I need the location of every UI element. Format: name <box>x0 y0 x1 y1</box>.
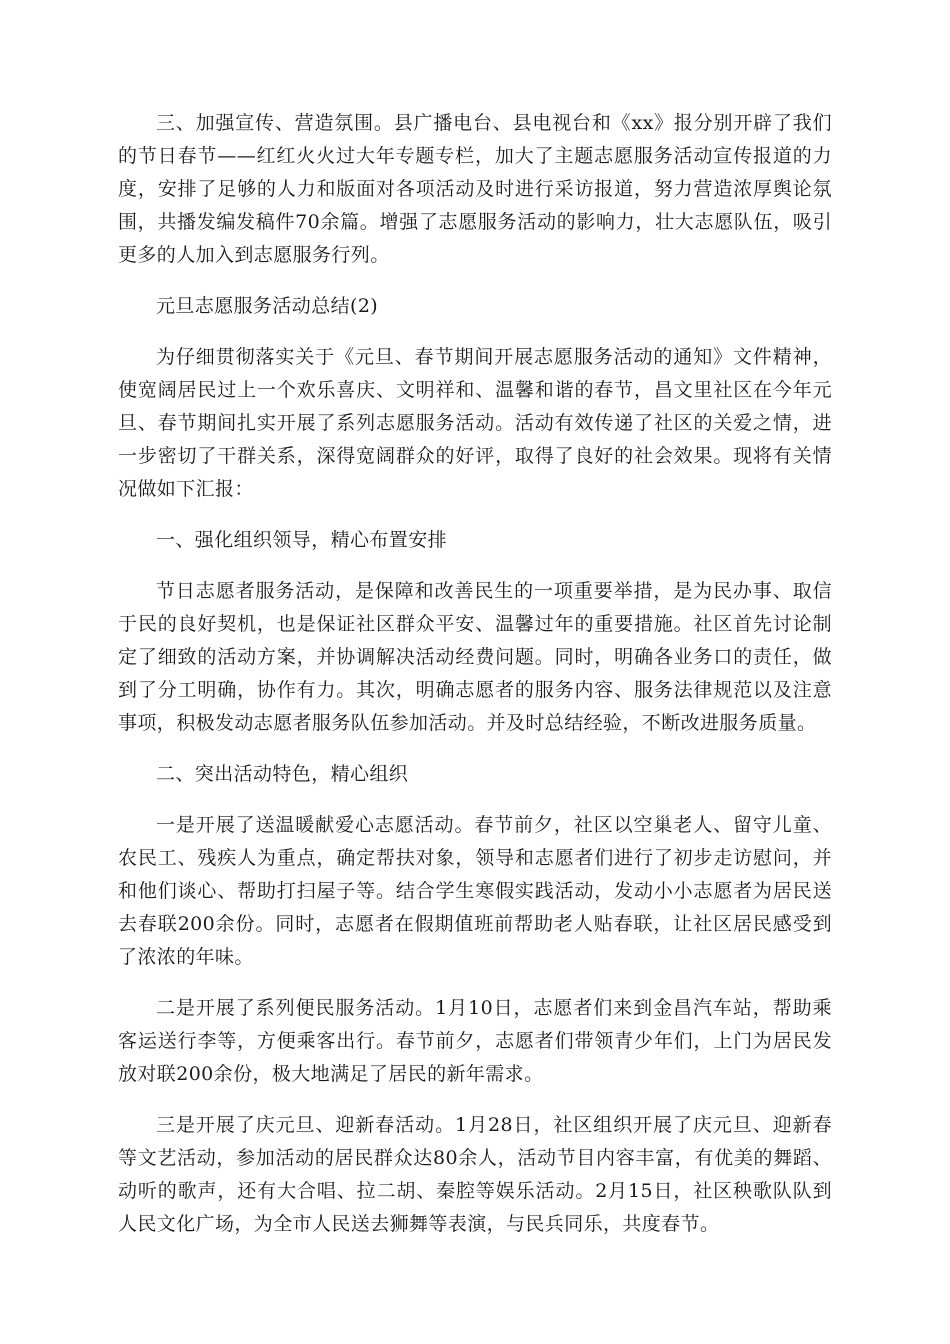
section-heading-2: 二、突出活动特色，精心组织 <box>156 763 409 785</box>
paragraph-publicity: 三、加强宣传、营造氛围。县广播电台、县电视台和《xx》报分别开辟了我们的节日春节——红红火火过大年专题专栏，加大了主题志愿服务活动宣传报道的力度，安排了足够的人力和版面对各项活动及时进行采访报道，努力营造浓厚舆论氛围，共播发编发稿件70余篇。增强了志愿服务活动的影响力，壮大志愿队伍，吸引更多的人加入到志愿服务行列。 <box>118 112 832 266</box>
document-page <box>118 107 832 1259</box>
paragraph-convenience-service: 二是开展了系列便民服务活动。1月10日，志愿者们来到金昌汽车站，帮助乘客运送行李等，方便乘客出行。春节前夕，志愿者们带领青少年们，上门为居民发放对联200余份，极大地满足了居民的新年需求。 <box>118 997 832 1085</box>
paragraph-celebration: 三是开展了庆元旦、迎新春活动。1月28日，社区组织开展了庆元旦、迎新春等文艺活动，参加活动的居民群众达80余人，活动节目内容丰富，有优美的舞蹈、动听的歌声，还有大合唱、拉二胡、秦腔等娱乐活动。2月15日，社区秧歌队队到人民文化广场，为全市人民送去狮舞等表演，与民兵同乐，共度春节。 <box>118 1114 832 1235</box>
section-title: 元旦志愿服务活动总结(2) <box>156 295 379 317</box>
paragraph-warmth-activity: 一是开展了送温暖献爱心志愿活动。春节前夕，社区以空巢老人、留守儿童、农民工、残疾人为重点，确定帮扶对象，领导和志愿者们进行了初步走访慰问，并和他们谈心、帮助打扫屋子等。结合学生寒假实践活动，发动小小志愿者为居民送去春联200余份。同时，志愿者在假期值班前帮助老人贴春联，让社区居民感受到了浓浓的年味。 <box>118 814 832 968</box>
section-heading-1: 一、强化组织领导，精心布置安排 <box>156 529 448 551</box>
paragraph-intro: 为仔细贯彻落实关于《元旦、春节期间开展志愿服务活动的通知》文件精神，使宽阔居民过上一个欢乐喜庆、文明祥和、温馨和谐的春节，昌文里社区在今年元旦、春节期间扎实开展了系列志愿服务活动。活动有效传递了社区的关爱之情，进一步密切了干群关系，深得宽阔群众的好评，取得了良好的社会效果。现将有关情况做如下汇报： <box>118 346 832 500</box>
paragraph-organization: 节日志愿者服务活动，是保障和改善民生的一项重要举措，是为民办事、取信于民的良好契机，也是保证社区群众平安、温馨过年的重要措施。社区首先讨论制定了细致的活动方案，并协调解决活动经费问题。同时，明确各业务口的责任，做到了分工明确，协作有力。其次，明确志愿者的服务内容、服务法律规范以及注意事项，积极发动志愿者服务队伍参加活动。并及时总结经验，不断改进服务质量。 <box>118 580 832 734</box>
